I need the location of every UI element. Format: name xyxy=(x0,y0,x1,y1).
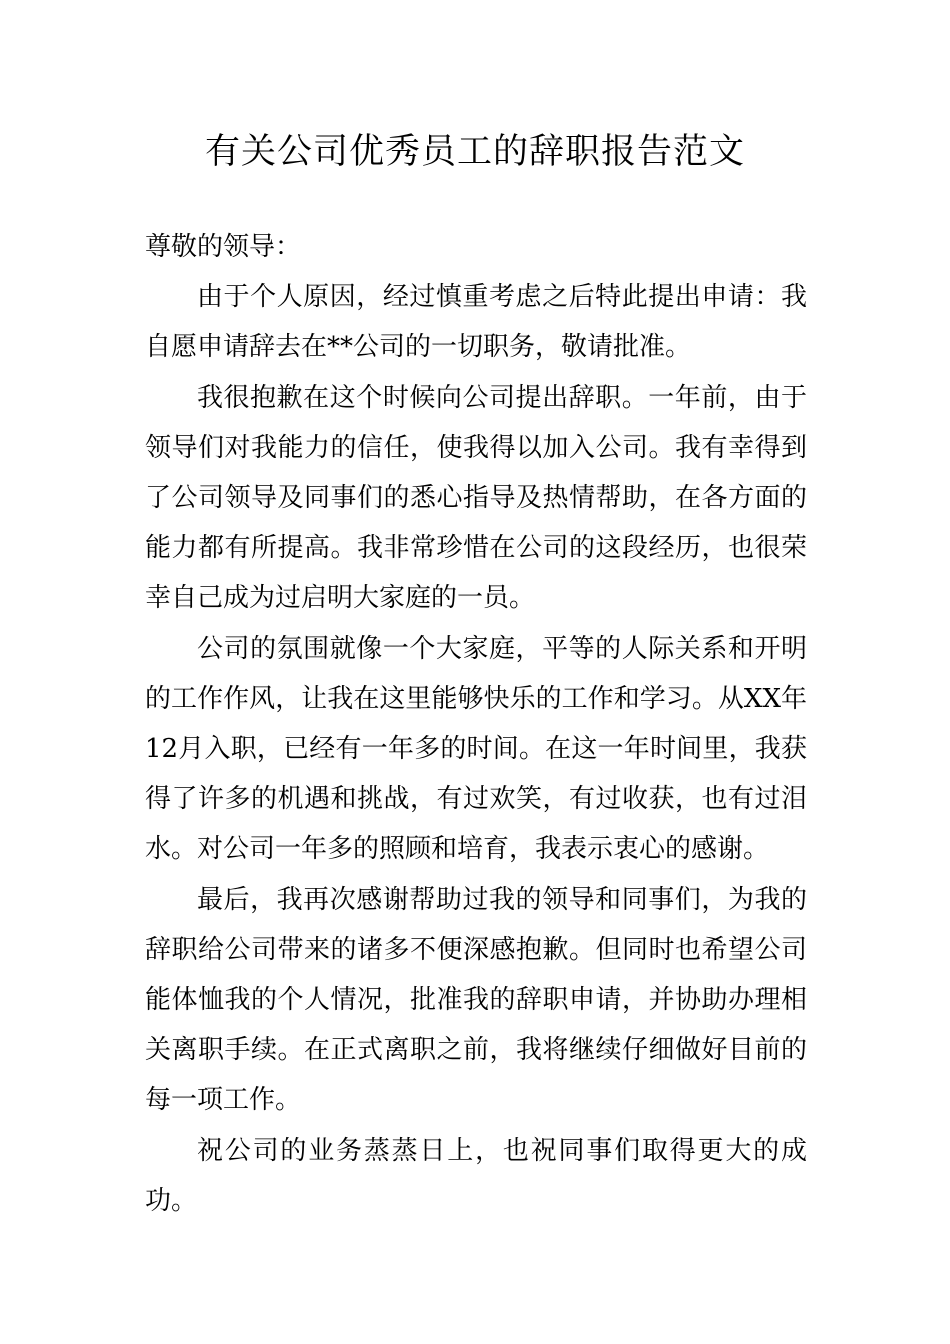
document-title: 有关公司优秀员工的辞职报告范文 xyxy=(204,132,745,172)
document-body xyxy=(145,222,807,1226)
paragraph-atmosphere: 公司的氛围就像一个大家庭，平等的人际关系和开明的工作作风，让我在这里能够快乐的工作和学习。从XX年12月入职，已经有一年多的时间。在这一年时间里，我获得了许多的机遇和挑战，有过欢笑，有过收获，也有过泪水。对公司一年多的照顾和培育，我表示衷心的感谢。 xyxy=(145,633,807,865)
paragraph-closing-thanks: 最后，我再次感谢帮助过我的领导和同事们，为我的辞职给公司带来的诸多不便深感抱歉。但同时也希望公司能体恤我的个人情况，批准我的辞职申请，并协助办理相关离职手续。在正式离职之前，我将继续仔细做好目前的每一项工作。 xyxy=(145,884,807,1116)
paragraph-request: 由于个人原因，经过慎重考虑之后特此提出申请：我自愿申请辞去在**公司的一切职务，敬请批准。 xyxy=(145,282,807,363)
salutation: 尊敬的领导： xyxy=(145,232,302,262)
paragraph-wishes: 祝公司的业务蒸蒸日上，也祝同事们取得更大的成功。 xyxy=(145,1135,807,1216)
paragraph-apology: 我很抱歉在这个时候向公司提出辞职。一年前，由于领导们对我能力的信任，使我得以加入公司。我有幸得到了公司领导及同事们的悉心指导及热情帮助，在各方面的能力都有所提高。我非常珍惜在公司的这段经历，也很荣幸自己成为过启明大家庭的一员。 xyxy=(145,382,807,614)
